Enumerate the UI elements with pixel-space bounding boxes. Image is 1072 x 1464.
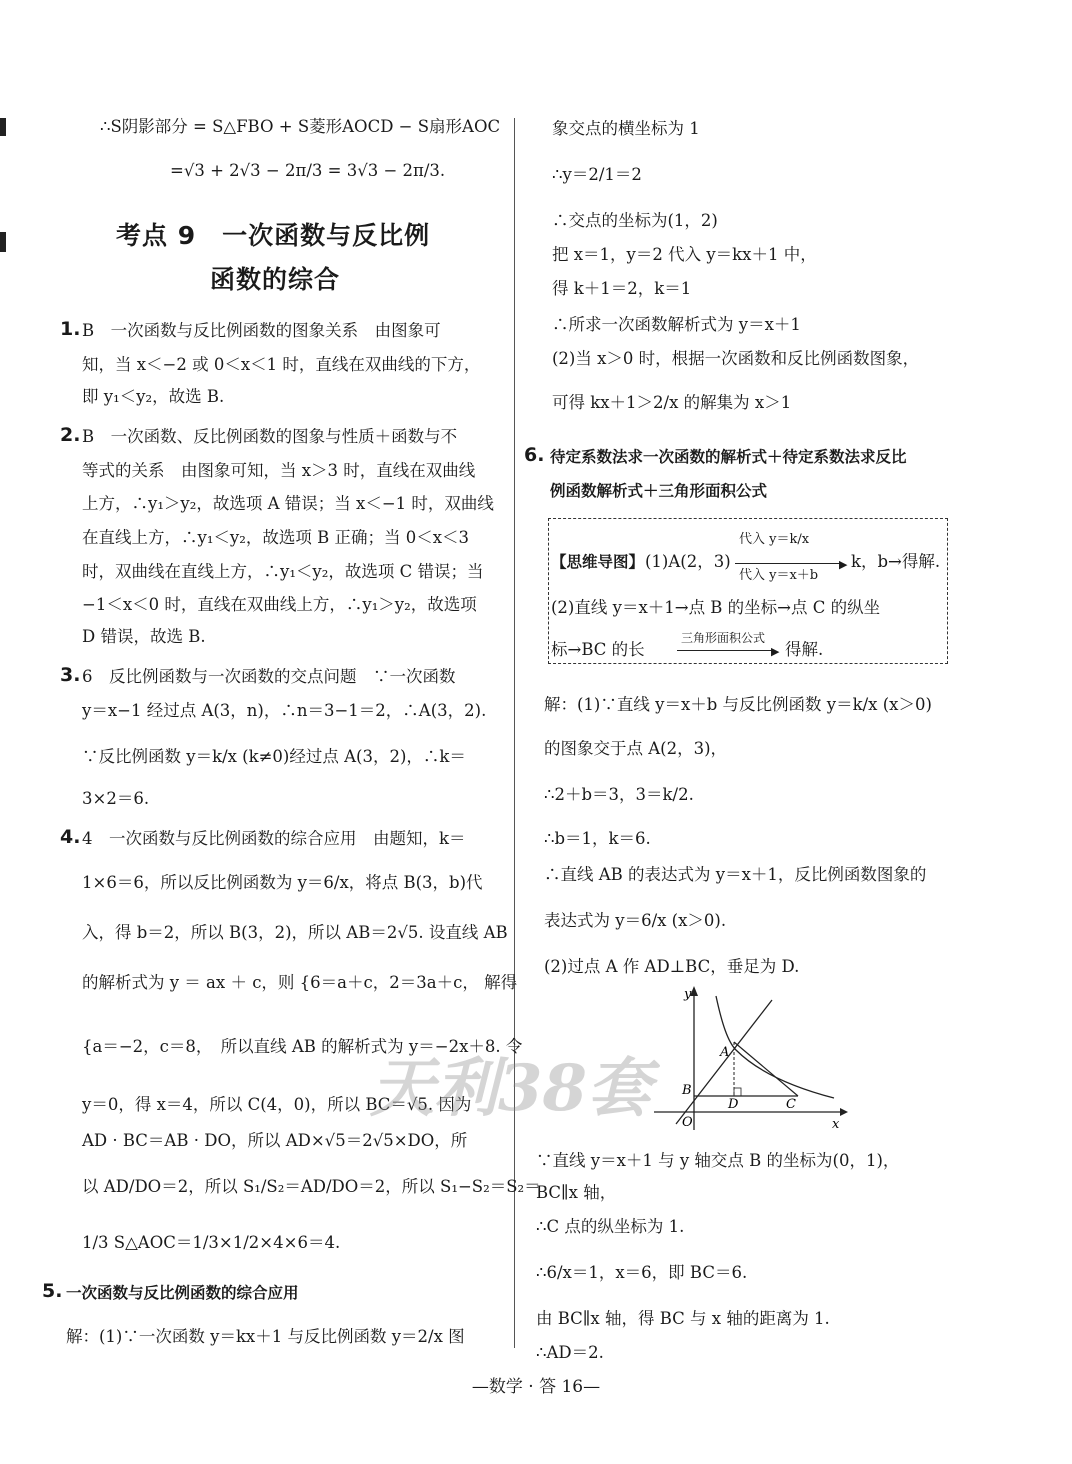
scan-edge-mark [0,232,6,252]
q5-cont-line: ∴交点的坐标为(1，2) [552,211,718,230]
mind-map-label: 【思维导图】 [551,553,645,571]
q1-number: 1. [60,318,81,340]
q6-bottom-line: ∴AD＝2. [536,1343,604,1362]
section-heading-1: 考点 9 一次函数与反比例 [116,221,431,250]
section-heading-2: 函数的综合 [210,265,341,294]
mind-map-row2: (2)直线 y＝x＋1→点 B 的坐标→点 C 的纵坐 [551,598,881,617]
label-y: y [684,987,692,1002]
q6-solution-line: ∴b＝1，k＝6. [544,829,651,848]
mind-map-arrow-line [735,563,841,564]
label-b: B [682,1083,692,1098]
q5-cont-line: 可得 kx＋1＞2/x 的解集为 x＞1 [552,393,792,412]
q5-line: 解：(1)∵一次函数 y＝kx＋1 与反比例函数 y＝2/x 图 [66,1327,465,1346]
mind-map-box [548,518,948,664]
q4-line: 1/3 S△AOC＝1/3×1/2×4×6＝4. [82,1233,341,1252]
right-angle-mark [734,1088,741,1096]
q6-bottom-line: 由 BC∥x 轴，得 BC 与 x 轴的距离为 1. [536,1309,830,1328]
q5-cont-line: (2)当 x＞0 时，根据一次函数和反比例函数图象， [552,349,920,368]
label-c: C [786,1097,796,1112]
mind-map-row1-end: k，b→得解. [851,552,941,571]
q2-line: 时，双曲线在直线上方，∴y₁＜y₂，故选项 C 错误；当 [82,562,484,581]
q4-number: 4. [60,826,81,848]
q6-solution-line: 解：(1)∵直线 y＝x＋b 与反比例函数 y＝k/x (x＞0) [544,695,932,714]
mind-map-row3-start: 标→BC 的长 [551,640,645,659]
q6-solution-line: 的图象交于点 A(2，3)， [544,739,728,758]
q3-line: 3×2＝6. [82,789,150,808]
segment-ac [734,1042,798,1096]
mind-map-arrow-bottom: 代入 y＝x＋b [739,568,819,583]
q5-cont-line: ∴y＝2/1＝2 [552,165,642,184]
q4-line: y＝0，得 x＝4，所以 C(4，0)，所以 BC＝√5. 因为 [82,1095,472,1114]
q6-bottom-line: BC∥x 轴， [536,1183,617,1202]
q3-line: 6 反比例函数与一次函数的交点问题 ∵一次函数 [82,667,456,686]
mind-map-row3-end: 得解. [785,640,824,659]
top-formula-2: =√3 + 2√3 − 2π/3 = 3√3 − 2π/3. [170,161,446,180]
label-d: D [728,1097,739,1112]
watermark [360,1030,660,1130]
arrow-right-icon: ▶ [771,645,780,658]
q2-line: D 错误，故选 B. [82,627,206,646]
q5-cont-line: 象交点的横坐标为 1 [552,119,700,138]
q4-line: 入，得 b＝2，所以 B(3，2)，所以 AB＝2√5. 设直线 AB [82,923,508,942]
q2-line: −1＜x＜0 时，直线在双曲线上方，∴y₁＞y₂，故选项 [82,595,477,614]
q2-line: 上方，∴y₁＞y₂，故选项 A 错误；当 x＜−1 时，双曲线 [82,494,494,513]
q6-solution-line: (2)过点 A 作 AD⊥BC，垂足为 D. [544,957,800,976]
q4-line: 1×6＝6，所以反比例函数为 y＝6/x，将点 B(3，b)代 [82,873,483,892]
arrow-right-icon: ▶ [839,558,848,571]
q4-line: {a＝−2，c＝8， 所以直线 AB 的解析式为 y＝−2x＋8. 令 [82,1037,523,1056]
mind-map-row1-start: (1)A(2，3) [645,552,731,571]
q2-line: 等式的关系 由图象可知，当 x＞3 时，直线在双曲线 [82,461,476,480]
mind-map-arrow-line [677,650,773,651]
label-o: O [682,1115,693,1130]
q2-number: 2. [60,424,81,446]
q6-solution-line: 表达式为 y＝6/x (x＞0). [544,911,727,930]
label-x: x [832,1117,840,1132]
q2-line: 在直线上方，∴y₁＜y₂，故选项 B 正确；当 0＜x＜3 [82,528,470,547]
q6-bottom-line: ∴C 点的纵坐标为 1. [536,1217,685,1236]
q4-line: 4 一次函数与反比例函数的综合应用 由题知，k＝ [82,829,466,848]
q5-cont-line: 得 k＋1＝2，k＝1 [552,279,692,298]
q6-title-1: 待定系数法求一次函数的解析式＋待定系数法求反比 [550,448,907,466]
page-footer: —数学 · 答 16— [471,1377,601,1397]
q4-line: AD · BC＝AB · DO，所以 AD×√5＝2√5×DO，所 [82,1131,468,1150]
q4-line: 的解析式为 y ＝ ax ＋ c，则 {6＝a＋c，2＝3a＋c， 解得 [82,973,518,992]
mind-map-row3-arrow-label: 三角形面积公式 [681,631,766,645]
q5-cont-line: ∴所求一次函数解析式为 y＝x＋1 [552,315,801,334]
q6-solution-line: ∴2＋b＝3，3＝k/2. [544,785,694,804]
q5-title: 一次函数与反比例函数的综合应用 [66,1284,299,1302]
mind-map-arrow-top: 代入 y＝k/x [739,532,810,547]
q2-line: B 一次函数、反比例函数的图象与性质＋函数与不 [82,427,458,446]
q6-title-2: 例函数解析式＋三角形面积公式 [550,482,768,500]
top-formula-1: ∴S阴影部分 = S△FBO + S菱形AOCD − S扇形AOC [100,117,501,136]
q5-number: 5. [42,1280,63,1302]
q1-line: B 一次函数与反比例函数的图象关系 由图象可 [82,321,441,340]
q6-solution-line: ∴直线 AB 的表达式为 y＝x＋1，反比例函数图象的 [544,865,927,884]
q1-line: 即 y₁＜y₂，故选 B. [82,387,225,406]
function-graph [650,984,850,1132]
scan-edge-mark [0,118,6,136]
label-a: A [720,1045,730,1060]
q6-number: 6. [524,444,545,466]
q4-line: 以 AD/DO＝2，所以 S₁/S₂＝AD/DO＝2，所以 S₁−S₂＝S₂＝ [82,1177,541,1196]
q3-line: ∵反比例函数 y＝k/x (k≠0)经过点 A(3，2)，∴k＝ [82,747,466,766]
q6-bottom-line: ∴6/x＝1，x＝6，即 BC＝6. [536,1263,748,1282]
q6-bottom-line: ∵直线 y＝x＋1 与 y 轴交点 B 的坐标为(0，1)， [536,1151,900,1170]
column-divider [514,118,515,1348]
q3-line: y＝x−1 经过点 A(3，n)，∴n＝3−1＝2，∴A(3，2). [82,701,487,720]
watermark-text: 天利38套 [370,1051,652,1126]
x-axis-arrow [840,1108,848,1116]
q5-cont-line: 把 x＝1，y＝2 代入 y＝kx＋1 中， [552,245,817,264]
q3-number: 3. [60,664,81,686]
q1-line: 知，当 x＜−2 或 0＜x＜1 时，直线在双曲线的下方， [82,355,481,374]
